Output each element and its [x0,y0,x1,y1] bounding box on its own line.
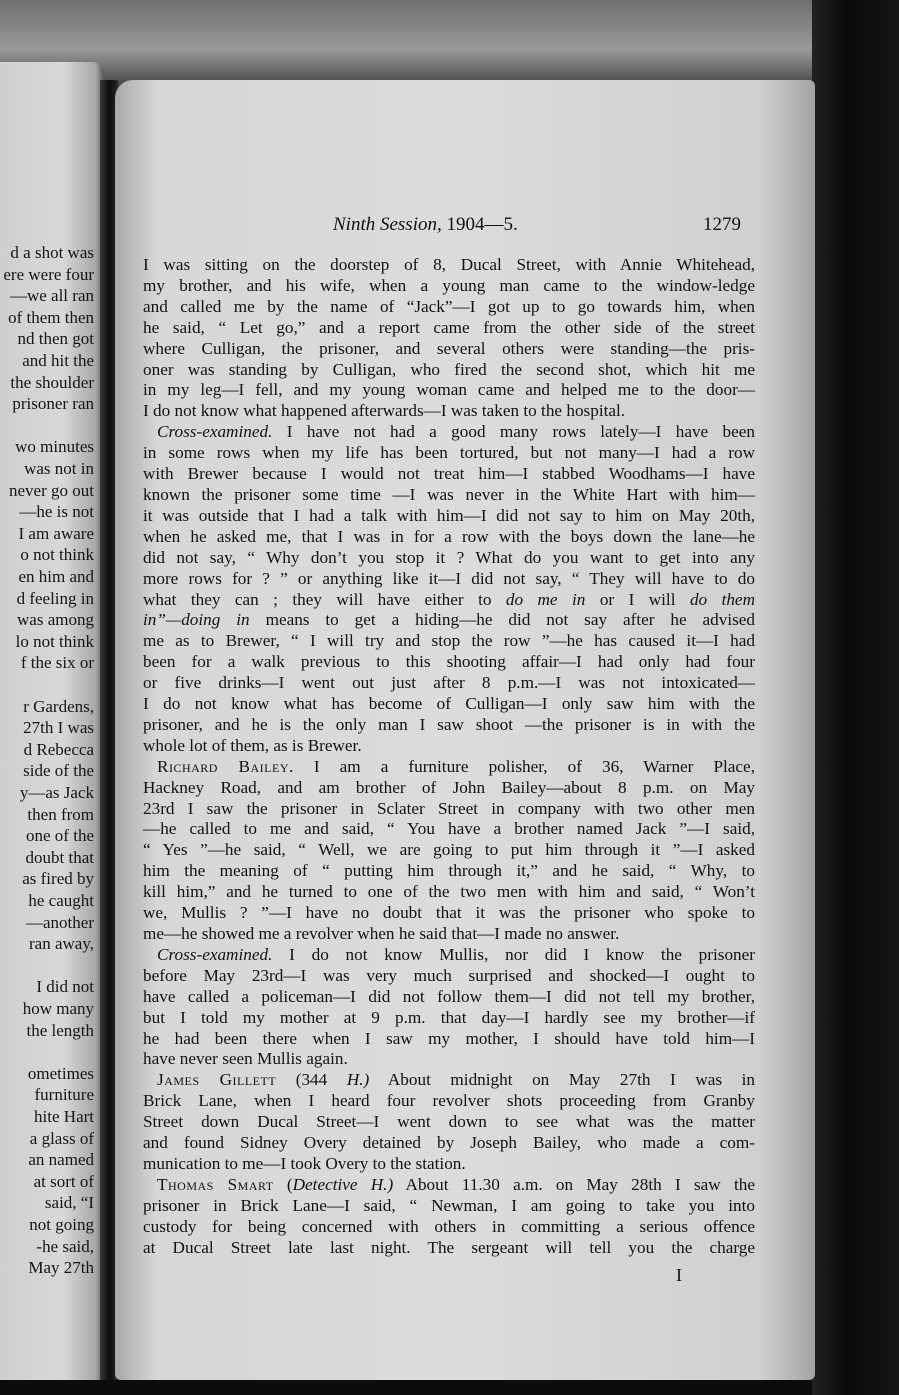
text-line [143,715,755,736]
italic-text: do them [689,589,755,609]
line-text: 23rd I saw the prisoner in Sclater Street in company with two other men [143,798,755,818]
facing-page [0,62,104,1380]
line-text: been for a walk previous to this shooting affair—I had only had four [143,652,755,672]
line-text: custody for being concerned with others in committing a serious offence [143,1216,755,1236]
facing-page-line: d feeling in [16,588,94,608]
facing-page-line: —he is not [19,502,94,522]
text-line [143,360,755,381]
text-line [143,506,755,527]
witness-name: James Gillett [157,1070,277,1090]
text-line [143,610,755,631]
book-page [115,80,815,1380]
text-line [143,401,755,422]
text-line [143,569,755,590]
facing-page-line: ran away, [29,934,94,954]
facing-page-line: May 27th [28,1258,94,1278]
text-line [143,1112,755,1133]
text-line [143,1154,755,1175]
facing-page-line: not going [29,1215,94,1234]
line-text: I do not know what happened afterwards—I was taken to the hospital. [143,401,626,421]
text-line [143,548,755,569]
facing-page-line: y—as Jack [19,783,94,802]
facing-page-line: the length [26,1020,94,1040]
text-line [143,276,755,297]
line-text: whole lot of them, as is Brewer. [143,735,362,755]
line-text: or I will [585,589,690,609]
line-text: prisoner, and he is the only man I saw shoot —the prisoner is in with the [143,714,755,734]
line-text: with Brewer because I would not treat him—I stabbed Woodhams—I have [143,464,755,484]
facing-page-line: nd then got [17,329,94,349]
facing-page-line: ere were four [3,264,94,284]
witness-name: Richard Bailey. [157,756,294,776]
text-line [143,297,755,318]
signature-mark: I [676,1265,682,1285]
line-text: when he asked me, that I was in for a row with the boys down the lane—he [143,526,755,546]
text-line [143,882,755,903]
italic-text: do me in [505,589,586,609]
text-line [143,255,755,276]
line-text: (344 [276,1070,347,1090]
line-text: munication to me—I took Overy to the station. [143,1153,466,1173]
running-title-text: Ninth Session, [333,214,442,235]
facing-page-line: furniture [34,1085,94,1105]
facing-page-line: f the six or [20,653,94,673]
italic-text: Cross-examined. [157,422,273,442]
facing-page-line: was not in [24,459,94,478]
facing-page-line: —we all ran [9,286,94,306]
text-line [143,1196,755,1217]
line-text: him the meaning of “ putting him through it,” and he said, “ Why, to [143,861,755,881]
facing-page-line: prisoner ran [12,394,94,414]
line-text: me—he showed me a revolver when he said that—I made no answer. [143,924,620,943]
text-line [143,903,755,924]
text-line [143,318,755,339]
text-line [143,485,755,506]
line-text: Brick Lane, when I heard four revolver shots proceeding from Granby [143,1091,755,1111]
text-line [143,652,755,673]
line-text: kill him,” and he turned to one of the two men with him and said, “ Won’t [143,882,755,902]
line-text: me as to Brewer, “ I will try and stop the row ”—he has caused it—I had [143,631,755,651]
facing-page-line: -he said, [36,1236,94,1256]
italic-text: in”—doing in [143,610,250,630]
facing-page-line: was among [17,610,94,630]
facing-page-line: side of the [23,761,94,781]
facing-page-line: a glass of [29,1128,94,1148]
facing-page-line: 27th I was [23,718,94,738]
line-text: did not say, “ Why don’t you stop it ? What do you want to get into any [143,547,755,567]
text-line [143,840,755,861]
line-text: in my leg—I fell, and my young woman came and helped me to the door— [143,380,755,400]
line-text: and found Sidney Overy detained by Joseph Bailey, who made a com- [143,1133,755,1153]
facing-page-line: he caught [28,891,94,910]
facing-page-line: how many [22,999,94,1018]
text-line [143,339,755,360]
facing-page-line: at sort of [33,1171,94,1191]
text-line [143,1049,755,1070]
facing-page-line: as fired by [22,869,94,889]
line-text: he had been there when I saw my mother, I should have told him—I [143,1028,755,1048]
page-header [115,214,815,240]
line-text: “ Yes ”—he said, “ Well, we are going to put him through it ”—I asked [143,840,755,860]
text-line [143,631,755,652]
text-line [143,464,755,485]
facing-page-line: of them then [8,307,94,327]
facing-page-line: wo minutes [15,437,94,457]
line-text: it was outside that I had a talk with him—I did not say to him on May 20th, [143,505,755,525]
text-line [143,945,755,966]
text-line [143,443,755,464]
facing-page-line: I did not [36,977,94,997]
line-text: I do not know Mullis, nor did I know the prisoner [272,944,755,964]
facing-page-line: I am aware [18,523,94,543]
text-line [143,590,755,611]
line-text: prisoner in Brick Lane—I said, “ Newman, I am going to take you into [143,1195,755,1215]
line-text: —he called to me and said, “ You have a brother named Jack ”—I said, [143,819,755,839]
text-line [143,966,755,987]
line-text: or five drinks—I went out just after 8 p.m.—I was not intoxicated— [143,673,755,693]
line-text: and called me by the name of “Jack”—I got up to go towards him, when [143,296,755,316]
line-text: I was sitting on the doorstep of 8, Ducal Street, with Annie Whitehead, [143,255,755,274]
text-line [143,987,755,1008]
text-line [143,673,755,694]
line-text: I have not had a good many rows lately—I have been [272,422,755,442]
line-text: ( [273,1174,293,1194]
text-line [143,527,755,548]
text-line [143,757,755,778]
line-text: more rows for ? ” or anything like it—I did not say, “ They will have to do [143,568,755,588]
line-text: but I told my mother at 9 p.m. that day—I hardly see my brother—if [143,1007,755,1027]
text-line [143,422,755,443]
line-text: what they can ; they will have either to [143,589,506,609]
line-text: Street down Ducal Street—I went down to see what was the matter [143,1112,755,1132]
italic-text: H.) [346,1070,370,1090]
text-line [143,1175,755,1196]
line-text: I am a furniture polisher, of 36, Warner Place, [293,756,755,776]
facing-page-line: o not think [20,545,94,565]
facing-page-line: ometimes [27,1063,94,1083]
line-text: oner was standing by Culligan, who fired the second shot, which hit me [143,359,755,379]
running-title-year: 1904—5. [446,214,518,235]
italic-text: Detective H.) [292,1174,394,1194]
text-line [143,799,755,820]
body-text [143,255,755,1259]
line-text: in some rows when my life has been tortured, but not many—I had a row [143,443,755,463]
facing-page-line: —another [26,912,94,932]
scan-background-top [0,0,899,90]
text-line [143,1091,755,1112]
line-text: have never seen Mullis again. [143,1049,348,1069]
line-text: at Ducal Street late last night. The sergeant will tell you the charge [143,1237,755,1257]
facing-page-line: never go out [9,480,94,500]
facing-page-line: d a shot was [10,243,94,262]
text-line [143,924,755,945]
line-text: we, Mullis ? ”—I have no doubt that it was the prisoner who spoke to [143,903,755,923]
text-line [143,1029,755,1050]
text-line [143,861,755,882]
italic-text: Cross-examined. [157,944,273,964]
facing-page-line: then from [27,804,94,824]
facing-page-line: en him and [18,567,94,586]
facing-page-line: one of the [26,826,94,846]
line-text: where Culligan, the prisoner, and several others were standing—the pris- [143,338,755,358]
facing-page-line: the shoulder [10,372,94,392]
line-text: Hackney Road, and am brother of John Bailey—about 8 p.m. on May [143,777,755,797]
line-text: before May 23rd—I was very much surprised and shocked—I ought to [143,965,755,985]
facing-page-line: d Rebecca [23,739,94,759]
text-line [143,380,755,401]
witness-name: Thomas Smart [157,1174,274,1194]
text-line [143,1008,755,1029]
text-line [143,1133,755,1154]
text-line [143,694,755,715]
facing-page-line: lo not think [15,631,94,651]
line-text: known the prisoner some time —I was never in the White Hart with him— [143,484,755,504]
running-title [333,214,518,236]
facing-page-line: an named [28,1150,94,1170]
line-text: About midnight on May 27th I was in [369,1070,755,1090]
facing-page-line: hite Hart [34,1107,94,1126]
line-text: I do not know what has become of Culligan—I only saw him with the [143,694,755,714]
page-number: 1279 [703,214,741,235]
text-line [143,736,755,757]
text-line [143,819,755,840]
text-line [143,1070,755,1091]
facing-page-line: said, “I [44,1193,94,1213]
text-line [143,1217,755,1238]
facing-page-line: and hit the [22,351,94,370]
line-text: About 11.30 a.m. on May 28th I saw the [393,1174,755,1194]
line-text: means to get a hiding—he did not say after he advised [249,610,756,630]
scan-background-right [812,0,899,1395]
line-text: have called a policeman—I did not follow them—I did not tell my brother, [143,986,755,1006]
text-line [143,1238,755,1259]
facing-page-line: r Gardens, [23,696,94,716]
facing-page-line: doubt that [25,847,94,867]
text-line [143,778,755,799]
line-text: he said, “ Let go,” and a report came from the other side of the street [143,317,755,337]
line-text: my brother, and his wife, when a young man came to the window-ledge [143,275,755,295]
